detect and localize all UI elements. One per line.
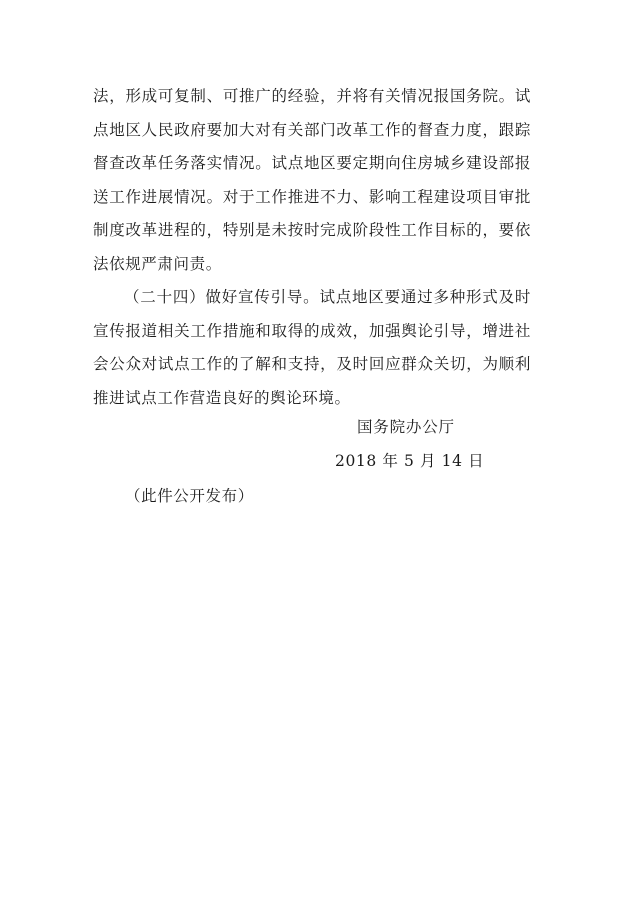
signature-date: 2018 年 5 月 14 日	[335, 452, 485, 470]
signature-organization: 国务院办公厅	[357, 418, 455, 436]
body-paragraph-2: （二十四）做好宣传引导。试点地区要通过多种形式及时宣传报道相关工作措施和取得的成效，加强舆论引导，增进社会公众对试点工作的了解和支持，及时回应群众关切，为顺利推进试点工作营造良好的舆论环境。	[93, 288, 531, 407]
release-note: （此件公开发布）	[125, 487, 254, 505]
body-paragraph-1: 法，形成可复制、可推广的经验，并将有关情况报国务院。试点地区人民政府要加大对有关部门改革工作的督查力度，跟踪督查改革任务落实情况。试点地区要定期向住房城乡建设部报送工作进展情况。对于工作推进不力、影响工程建设项目审批制度改革进程的，特别是未按时完成阶段性工作目标的，要依法依规严肃问责。	[93, 87, 531, 273]
